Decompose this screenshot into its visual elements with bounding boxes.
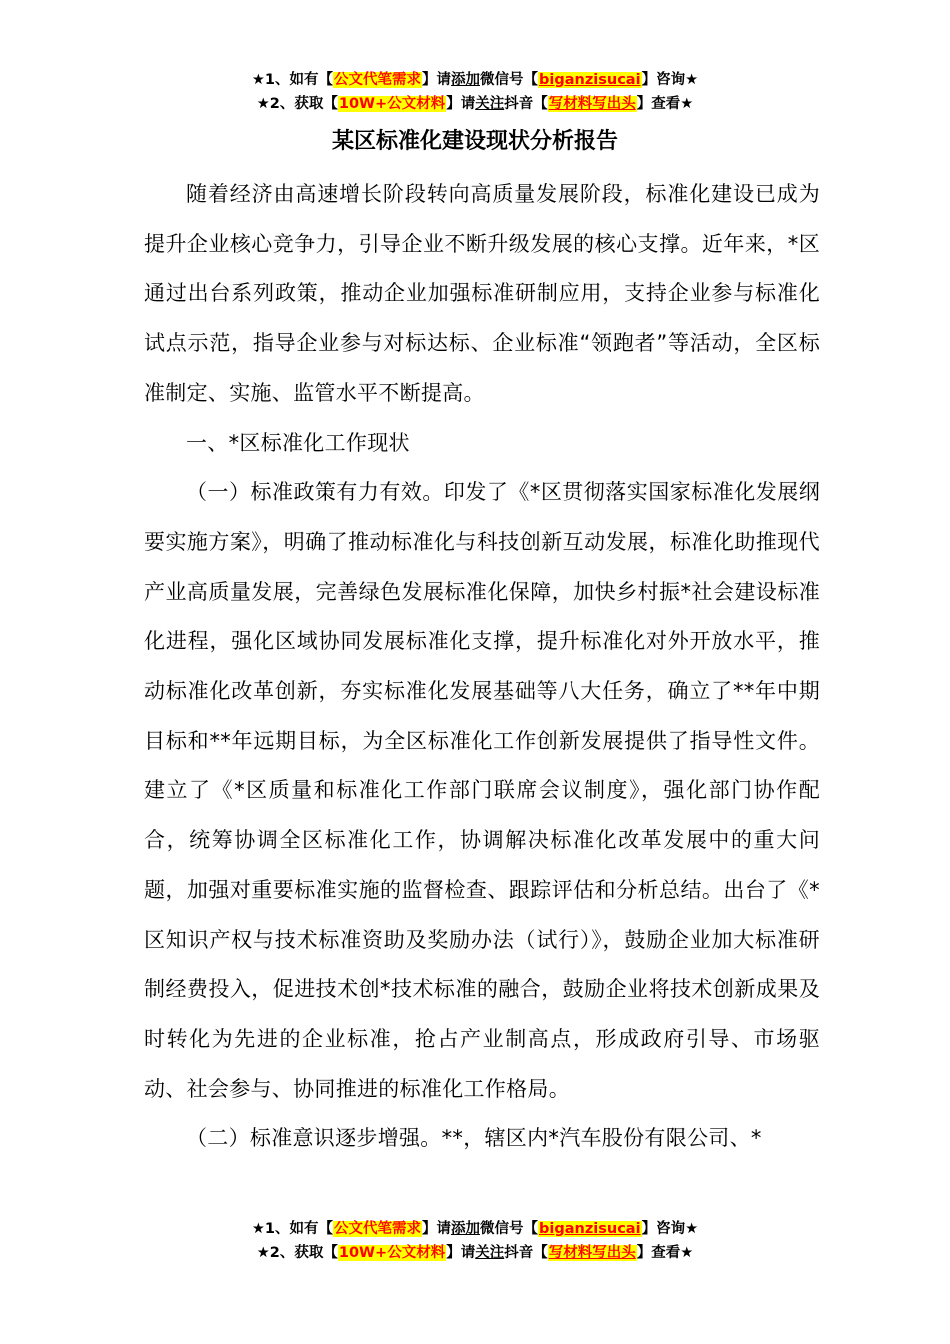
banner-line-2: [0, 92, 950, 116]
document-title: 某区标准化建设现状分析报告: [331, 129, 618, 154]
douyin-account: 写材料写出头: [548, 96, 636, 112]
wechat-id: biganzisucai: [539, 1221, 641, 1237]
banner-underlined-text: 添加: [451, 72, 481, 88]
highlight-service: 公文代笔需求: [334, 72, 422, 88]
banner-line-1: [0, 68, 950, 92]
paragraph-policy: （一）标准政策有力有效。印发了《*区贯彻落实国家标准化发展纲要实施方案》，明确了推动标准化与科技创新互动发展，标准化助推现代产业高质量发展，完善绿色发展标准化保障，加快乡村振*社会建设标准化进程，强化区域协同发展标准化支撑，提升标准化对外开放水平，推动标准化改革创新，夯实标准化发展基础等八大任务，确立了**年中期目标和**年远期目标，为全区标准化工作创新发展提供了指导性文件。建立了《*区质量和标准化工作部门联席会议制度》，强化部门协作配合，统筹协调全区标准化工作，协调解决标准化改革发展中的重大问题，加强对重要标准实施的监督检查、跟踪评估和分析总结。出台了《*区知识产权与技术标准资助及奖励办法（试行）》，鼓励企业加大标准研制经费投入，促进技术创*技术标准的融合，鼓励企业将技术创新成果及时转化为先进的企业标准，抢占产业制高点，形成政府引导、市场驱动、社会参与、协同推进的标准化工作格局。: [144, 480, 820, 1101]
banner-underlined-text: 添加: [451, 1221, 481, 1237]
banner-text: 】咨询★: [641, 72, 699, 88]
banner-text: ★1、如有【: [251, 1221, 334, 1237]
banner-text: 】请: [446, 96, 476, 112]
banner-text: 】请: [422, 1221, 452, 1237]
highlight-service: 公文代笔需求: [334, 1221, 422, 1237]
banner-text: 】查看★: [636, 1245, 694, 1261]
banner-underlined-text: 关注: [475, 1245, 505, 1261]
document-body: [144, 170, 820, 1164]
highlight-materials: 10W+公文材料: [338, 1245, 446, 1261]
banner-text: 】请: [422, 72, 452, 88]
banner-line-2: [0, 1241, 950, 1265]
banner-text: 】查看★: [636, 96, 694, 112]
banner-text: 】咨询★: [641, 1221, 699, 1237]
banner-line-1: [0, 1217, 950, 1241]
paragraph-awareness: （二）标准意识逐步增强。**，辖区内*汽车股份有限公司、*: [186, 1126, 762, 1151]
banner-text: ★2、获取【: [256, 1245, 338, 1261]
banner-text: 抖音【: [504, 1245, 548, 1261]
highlight-materials: 10W+公文材料: [338, 96, 446, 112]
banner-text: 微信号【: [480, 1221, 539, 1237]
paragraph-intro: 随着经济由高速增长阶段转向高质量发展阶段，标准化建设已成为提升企业核心竞争力，引导企业不断升级发展的核心支撑。近年来，*区通过出台系列政策，推动企业加强标准研制应用，支持企业参与标准化试点示范，指导企业参与对标达标、企业标准“领跑者”等活动，全区标准制定、实施、监管水平不断提高。: [144, 182, 820, 405]
douyin-account: 写材料写出头: [548, 1245, 636, 1261]
banner-text: ★2、获取【: [256, 96, 338, 112]
header-banner: [0, 68, 950, 116]
footer-banner: [0, 1217, 950, 1265]
banner-underlined-text: 关注: [475, 96, 505, 112]
wechat-id: biganzisucai: [539, 72, 641, 88]
banner-text: 微信号【: [480, 72, 539, 88]
banner-text: 】请: [446, 1245, 476, 1261]
banner-text: 抖音【: [504, 96, 548, 112]
section-heading: 一、*区标准化工作现状: [186, 430, 410, 455]
banner-text: ★1、如有【: [251, 72, 334, 88]
